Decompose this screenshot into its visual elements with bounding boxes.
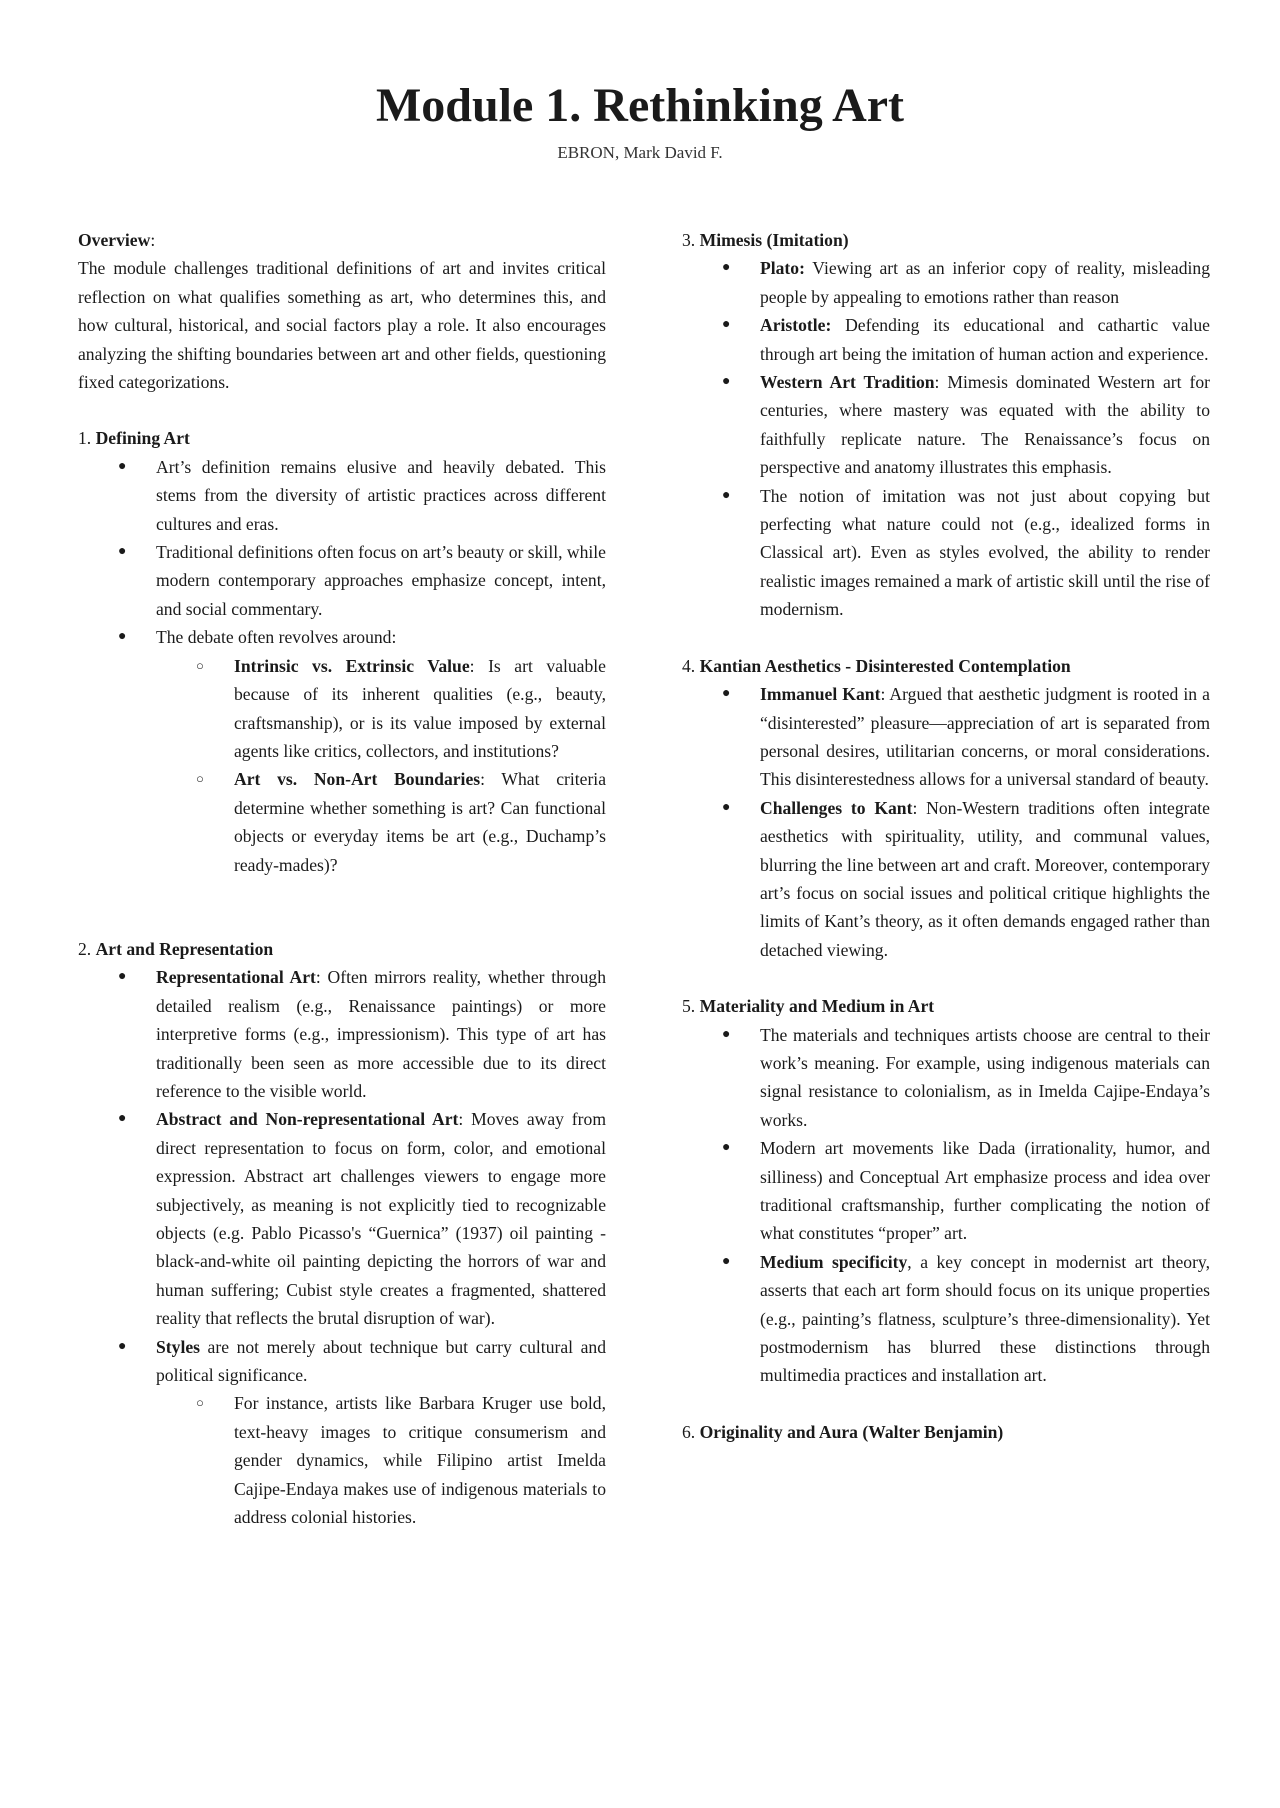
section-heading-defining-art: 1. Defining Art — [78, 428, 190, 449]
list-item: ● Challenges to Kant: Non-Western traditions often integrate aesthetics with spirituality, utility, and communal values, blurring the line between art and craft. Moreover, contemporary art’s focus on social issues and political critique highlights the limits of Kant’s theory, as it often demands engaged rather than detached viewing. — [682, 794, 1210, 964]
sub-list-item: ○ For instance, artists like Barbara Kruger use bold, text-heavy images to critique consumerism and gender dynamics, while Filipino artist Imelda Cajipe-Endaya makes use of indigenous materials to address colonial histories. — [156, 1389, 606, 1531]
section-heading-originality: 6. Originality and Aura (Walter Benjamin) — [682, 1421, 1004, 1442]
representation-list — [78, 963, 606, 1531]
overview-heading: Overview: — [78, 230, 156, 250]
styles-sublist — [156, 1389, 606, 1531]
mimesis-list — [682, 254, 1210, 623]
list-item: ● Representational Art: Often mirrors reality, whether through detailed realism (e.g., Renaissance paintings) or more interpretive forms (e.g., impressionism). This type of art has traditionally been seen as more accessible due to its direct reference to the visible world. — [78, 963, 606, 1105]
list-item: ● Art’s definition remains elusive and heavily debated. This stems from the diversity of artistic practices across different cultures and eras. — [78, 453, 606, 538]
defining-art-list — [78, 453, 606, 879]
list-item: ● Styles are not merely about technique but carry cultural and political significance. ○ For instance, artists like Barbara Kruger use bold, text-heavy images to critique consumerism and gender dynamics, while Filipino artist Imelda Cajipe-Endaya makes use of indigenous materials to address colonial histories. — [78, 1333, 606, 1532]
sub-list-item: ○ Intrinsic vs. Extrinsic Value: Is art valuable because of its inherent qualities (e.g., beauty, craftsmanship), or is its value imposed by external agents like critics, collectors, and institutions? — [156, 652, 606, 766]
left-column — [78, 226, 606, 1531]
list-item: ● Plato: Viewing art as an inferior copy of reality, misleading people by appealing to emotions rather than reason — [682, 254, 1210, 311]
list-item: ● Abstract and Non-representational Art: Moves away from direct representation to focus on form, color, and emotional expression. Abstract art challenges viewers to engage more subjectively, as meaning is not explicitly tied to recognizable objects (e.g. Pablo Picasso's “Guernica” (1937) oil painting - black-and-white oil painting depicting the horrors of war and human suffering; Cubist style creates a fragmented, shattered reality that reflects the brutal disruption of war). — [78, 1105, 606, 1332]
list-item: ● Western Art Tradition: Mimesis dominated Western art for centuries, where mastery was equated with the ability to faithfully replicate nature. The Renaissance’s focus on perspective and anatomy illustrates this emphasis. — [682, 368, 1210, 482]
kantian-list — [682, 680, 1210, 964]
section-heading-mimesis: 3. Mimesis (Imitation) — [682, 230, 849, 250]
section-heading-materiality: 5. Materiality and Medium in Art — [682, 996, 935, 1017]
section-heading-kantian-aesthetics: 4. Kantian Aesthetics - Disinterested Contemplation — [682, 655, 1071, 676]
document-title: Module 1. Rethinking Art — [375, 79, 905, 132]
materiality-list — [682, 1021, 1210, 1390]
author-name: EBRON, Mark David F. — [557, 143, 723, 162]
section-heading-art-and-representation: 2. Art and Representation — [78, 938, 274, 959]
list-item: ● Traditional definitions often focus on art’s beauty or skill, while modern contemporary approaches emphasize concept, intent, and social commentary. — [78, 538, 606, 623]
list-item: ● Immanuel Kant: Argued that aesthetic judgment is rooted in a “disinterested” pleasure—appreciation of art is separated from personal desires, utilitarian concerns, or moral considerations. This disinterestedness allows for a universal standard of beauty. — [682, 680, 1210, 794]
list-item: ● Aristotle: Defending its educational and cathartic value through art being the imitation of human action and experience. — [682, 311, 1210, 368]
list-item: ● Medium specificity, a key concept in modernist art theory, asserts that each art form should focus on its unique properties (e.g., painting’s flatness, sculpture’s three-dimensionality). Yet postmodernism has blurred these distinctions through multimedia practices and installation art. — [682, 1248, 1210, 1390]
list-item: ● Modern art movements like Dada (irrationality, humor, and silliness) and Conceptual Art emphasize process and idea over traditional craftsmanship, further complicating the notion of what constitutes “proper” art. — [682, 1134, 1210, 1248]
right-column — [682, 226, 1210, 1446]
list-item: ● The notion of imitation was not just about copying but perfecting what nature could not (e.g., idealized forms in Classical art). Even as styles evolved, the ability to render realistic images remained a mark of artistic skill until the rise of modernism. — [682, 482, 1210, 624]
sub-list-item: ○ Art vs. Non-Art Boundaries: What criteria determine whether something is art? Can functional objects or everyday items be art (e.g., Duchamp’s ready-mades)? — [156, 765, 606, 879]
debate-sublist — [156, 652, 606, 879]
list-item: ● The materials and techniques artists choose are central to their work’s meaning. For example, using indigenous materials can signal resistance to colonialism, as in Imelda Cajipe-Endaya’s works. — [682, 1021, 1210, 1135]
overview-text: The module challenges traditional definitions of art and invites critical reflection on what qualifies something as art, who determines this, and how cultural, historical, and social factors play a role. It also encourages analyzing the shifting boundaries between art and other fields, questioning fixed categorizations. — [78, 258, 606, 393]
list-item: ● The debate often revolves around: ○ Intrinsic vs. Extrinsic Value: Is art valuable because of its inherent qualities (e.g., beauty, craftsmanship), or is its value imposed by external agents like critics, collectors, and institutions? ○ Art vs. Non-Art Boundaries: What criteria determine whether something is art? Can functional objects or everyday items be art (e.g., Duchamp’s ready-mades)? — [78, 623, 606, 879]
